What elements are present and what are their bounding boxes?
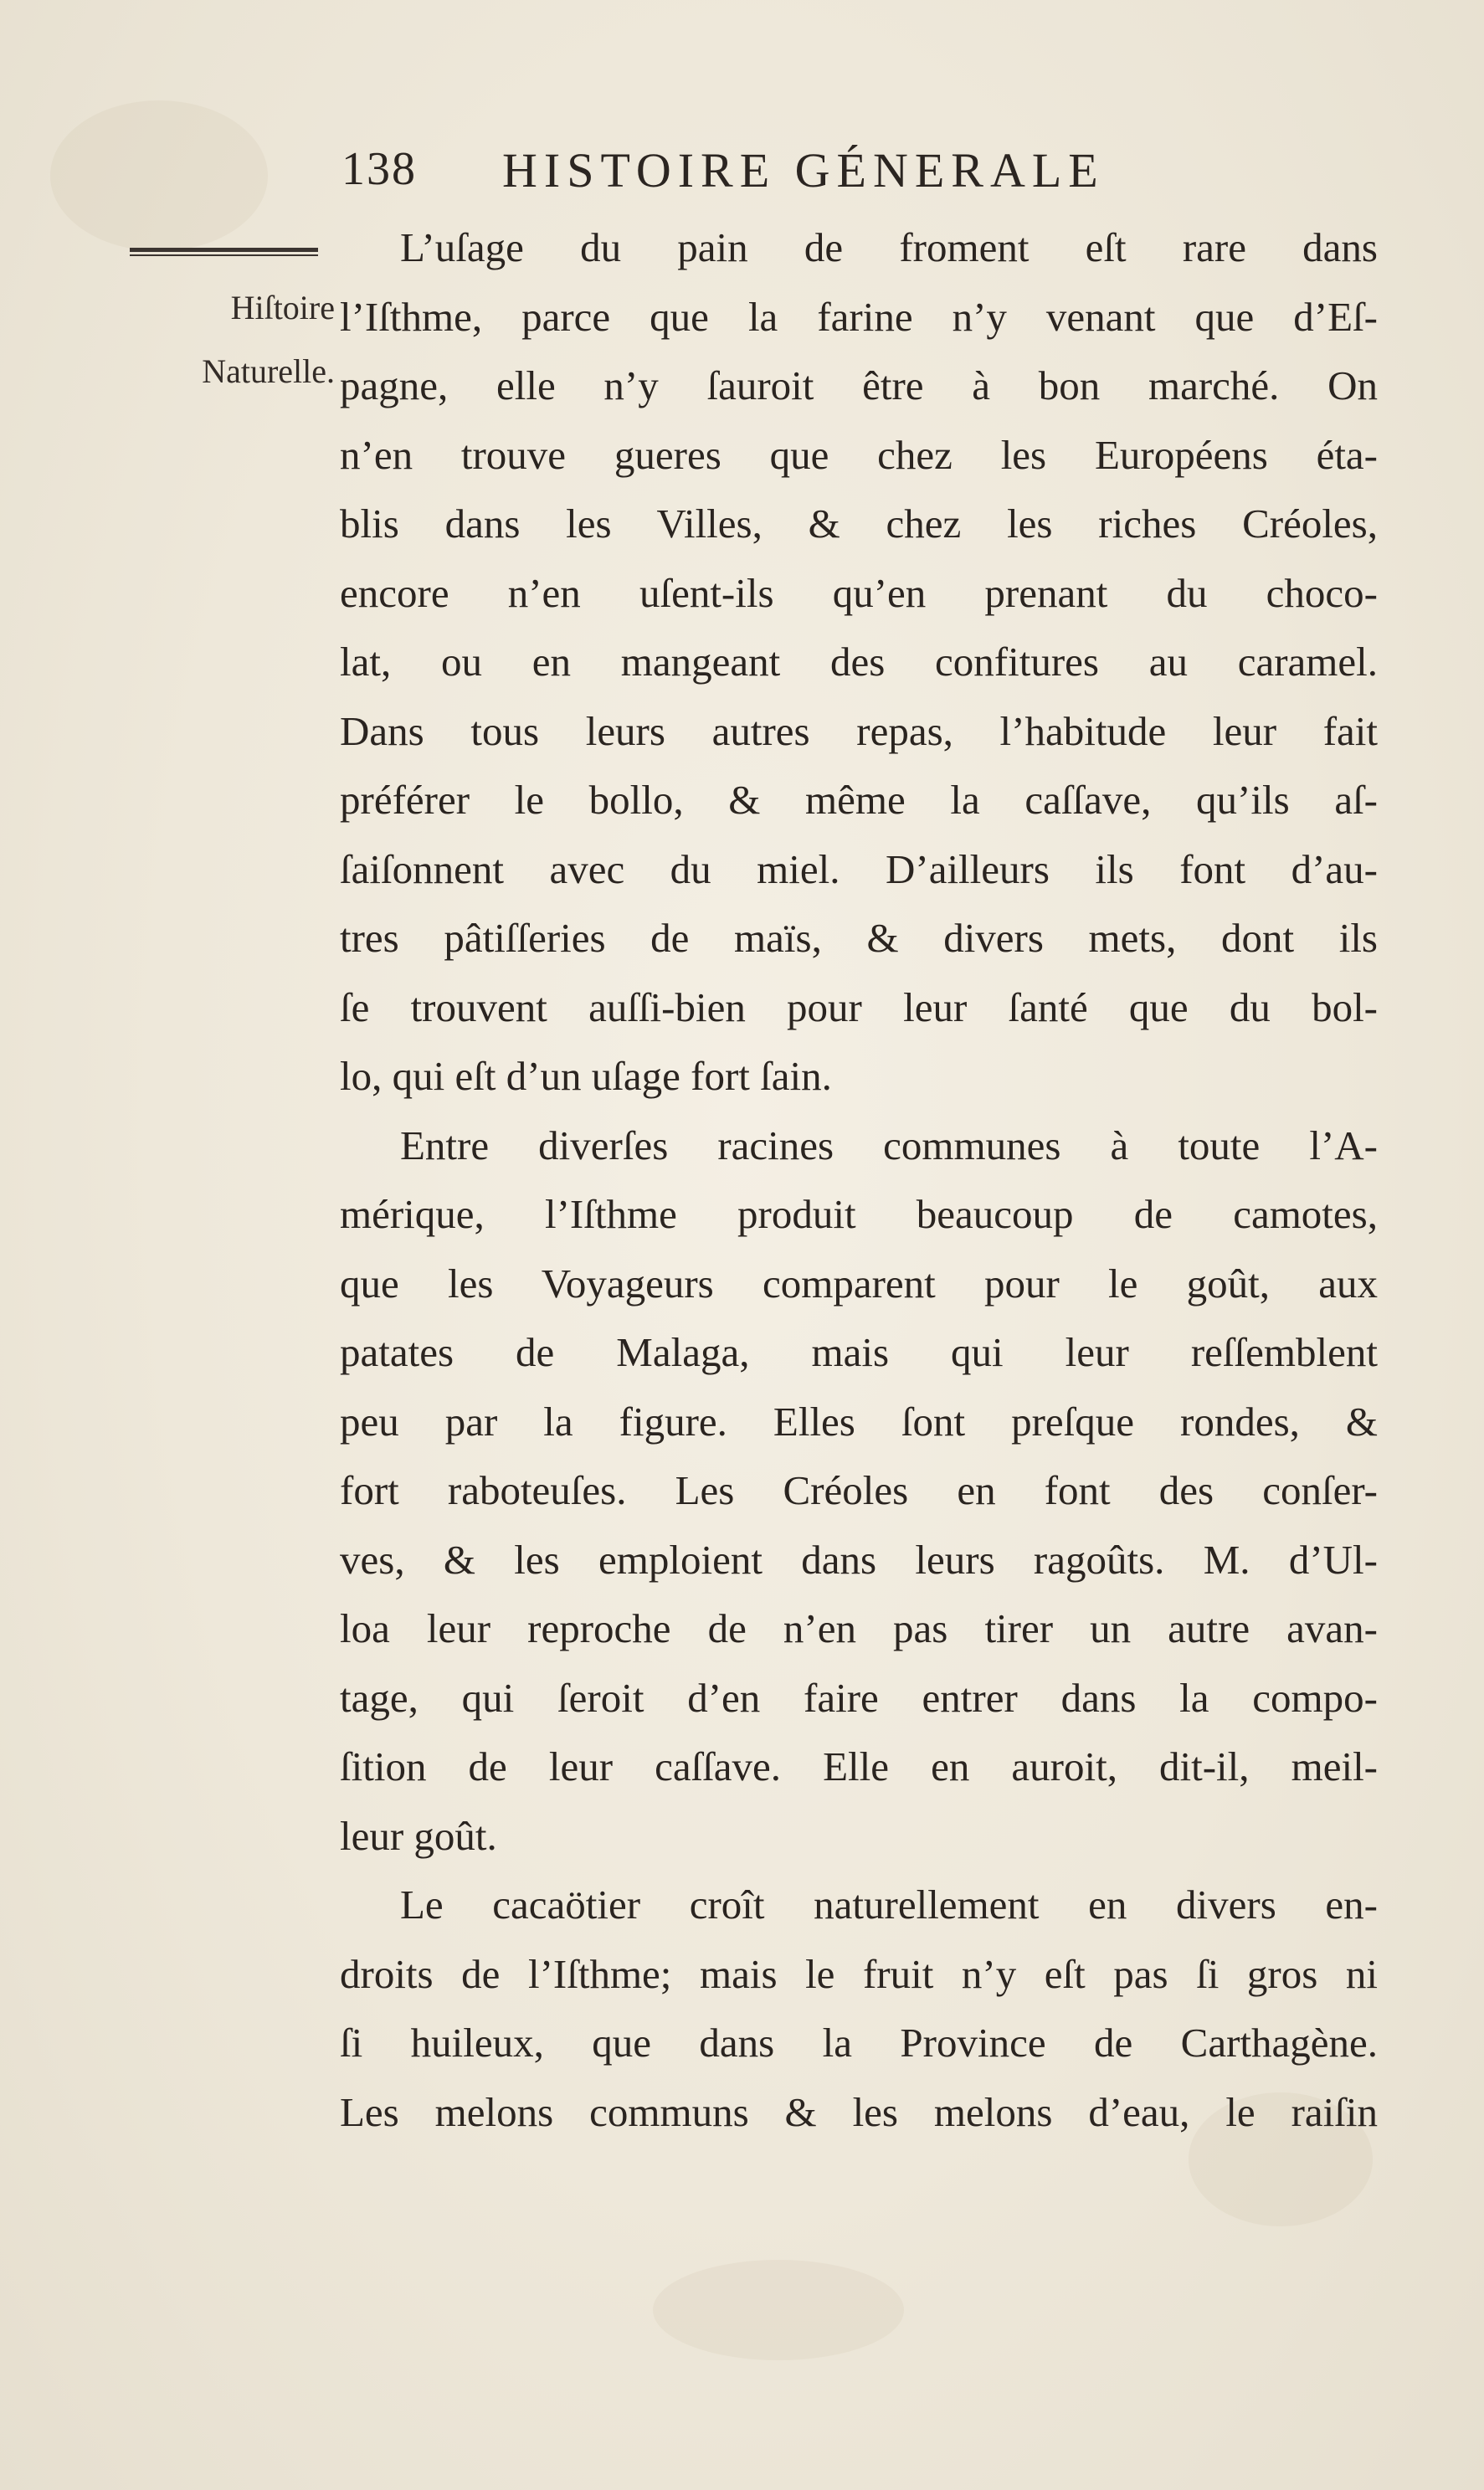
body-text — [340, 213, 1378, 2147]
page-number: 138 — [341, 143, 417, 195]
text-line: n’en trouve gueres que chez les Européens éta- — [340, 431, 1378, 478]
paragraph-3 — [340, 1871, 1378, 2147]
margin-ornament-rule — [130, 248, 318, 256]
text-line: blis dans les Villes, & chez les riches Créoles, — [340, 501, 1378, 547]
text-line: Dans tous leurs autres repas, l’habitude leur fait — [340, 707, 1378, 754]
text-line: lo, qui eſt d’un uſage fort ſain. — [340, 1053, 832, 1099]
text-line: Le cacaötier croît naturellement en divers en- — [400, 1882, 1378, 1928]
text-line: ves, & les emploient dans leurs ragoûts. M. d’Ul- — [340, 1536, 1378, 1583]
text-line: peu par la figure. Elles ſont preſque rondes, & — [340, 1398, 1378, 1445]
text-line: l’Iſthme, parce que la farine n’y venant que d’Eſ- — [340, 293, 1378, 340]
paragraph-1 — [340, 213, 1378, 1112]
text-line: L’uſage du pain de froment eſt rare dans — [400, 224, 1378, 270]
text-line: pagne, elle n’y ſauroit être à bon marché. On — [340, 362, 1378, 408]
text-line: mérique, l’Iſthme produit beaucoup de camotes, — [340, 1191, 1378, 1237]
text-line: que les Voyageurs comparent pour le goût, aux — [340, 1260, 1378, 1307]
margin-note-line-1: Hiſtoire — [230, 289, 335, 326]
text-line: tres pâtiſſeries de maïs, & divers mets, dont ils — [340, 915, 1378, 961]
paragraph-2 — [340, 1112, 1378, 1871]
text-line: Entre diverſes racines communes à toute l’A- — [400, 1122, 1378, 1168]
text-line: leur goût. — [340, 1812, 497, 1859]
text-line: droits de l’Iſthme; mais le fruit n’y eſt pas ſi gros ni — [340, 1950, 1378, 1997]
text-line: préférer le bollo, & même la caſſave, qu’ils aſ- — [340, 777, 1378, 823]
text-line: ſition de leur caſſave. Elle en auroit, dit-il, meil- — [340, 1743, 1378, 1789]
text-line: ſe trouvent auſſi-bien pour leur ſanté que du bol- — [340, 983, 1378, 1030]
running-head — [341, 142, 1430, 201]
margin-note-line-2: Naturelle. — [202, 352, 335, 390]
text-line: loa leur reproche de n’en pas tirer un autre avan- — [340, 1605, 1378, 1651]
text-line: ſi huileux, que dans la Province de Carthagène. — [340, 2020, 1378, 2066]
page-title: HISTOIRE GÉNERALE — [502, 143, 1105, 198]
text-line: Les melons communs & les melons d’eau, le raiſin — [340, 2088, 1378, 2135]
text-line: ſaiſonnent avec du miel. D’ailleurs ils font d’au- — [340, 845, 1378, 892]
text-line: lat, ou en mangeant des confitures au caramel. — [340, 639, 1378, 685]
text-line: encore n’en uſent-ils qu’en prenant du choco- — [340, 569, 1378, 616]
margin-note — [126, 276, 335, 403]
text-line: fort raboteuſes. Les Créoles en font des conſer- — [340, 1467, 1378, 1513]
text-line: tage, qui ſeroit d’en faire entrer dans la compo- — [340, 1674, 1378, 1721]
text-line: patates de Malaga, mais qui leur reſſemblent — [340, 1329, 1378, 1375]
